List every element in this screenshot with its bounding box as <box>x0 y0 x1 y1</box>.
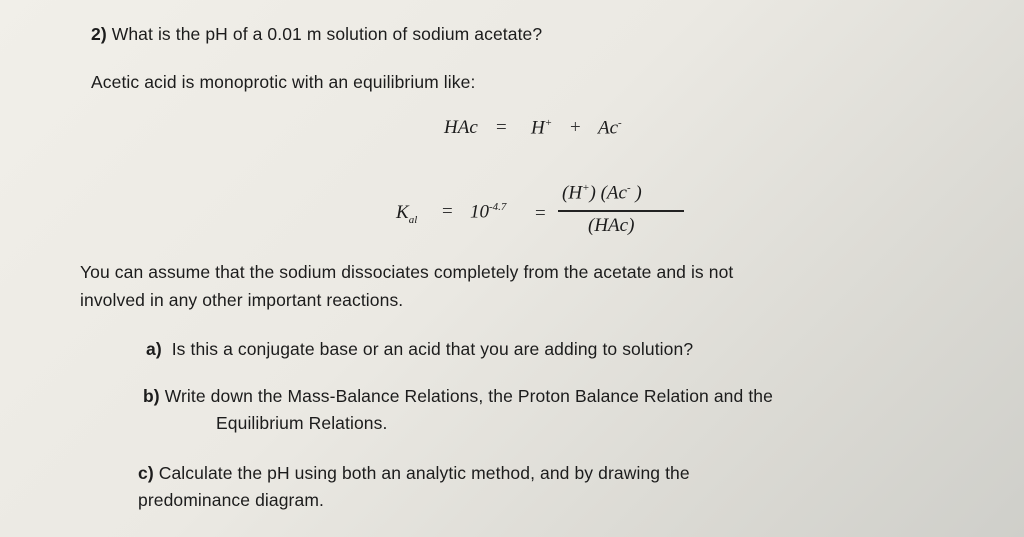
intro-text: Acetic acid is monoprotic with an equilibrium like: <box>91 72 476 92</box>
ka-equals-1: = <box>442 201 453 222</box>
ka-numerator: (H+) (Ac- ) <box>562 182 642 204</box>
eq-h-ion: H+ <box>531 117 553 139</box>
assumption-line-2: involved in any other important reactions. <box>80 290 404 310</box>
question-number: 2) <box>91 24 107 44</box>
question-line <box>91 24 542 45</box>
part-b <box>143 386 773 407</box>
eq-plus: + <box>570 117 581 138</box>
ka-symbol: $K_{al}$ <box>396 202 418 226</box>
fraction-bar <box>558 210 684 212</box>
part-b-line-1: Write down the Mass-Balance Relations, the Proton Balance Relation and the <box>164 386 773 406</box>
ka-value: $10^{-4.7}$ <box>470 201 507 223</box>
eq-ac-ion: Ac- <box>598 117 622 139</box>
part-b-line-2: Equilibrium Relations. <box>216 413 388 433</box>
part-a-text: Is this a conjugate base or an acid that you are adding to solution? <box>171 339 694 359</box>
part-a <box>146 339 693 360</box>
part-c-label: c) <box>138 463 154 483</box>
question-title: What is the pH of a 0.01 m solution of sodium acetate? <box>111 24 543 44</box>
part-c-line-1: Calculate the pH using both an analytic method, and by drawing the <box>158 463 690 483</box>
ka-denominator: (HAc) <box>588 215 635 236</box>
assumption-line-1: You can assume that the sodium dissociates completely from the acetate and is not <box>80 262 734 282</box>
ka-equals-2: = <box>535 203 546 224</box>
part-a-label: a) <box>146 339 162 359</box>
eq-lhs: HAc <box>444 117 478 138</box>
part-c <box>138 463 690 484</box>
part-c-line-2: predominance diagram. <box>138 490 324 510</box>
eq-equals: = <box>496 117 507 138</box>
part-b-label: b) <box>143 386 160 406</box>
